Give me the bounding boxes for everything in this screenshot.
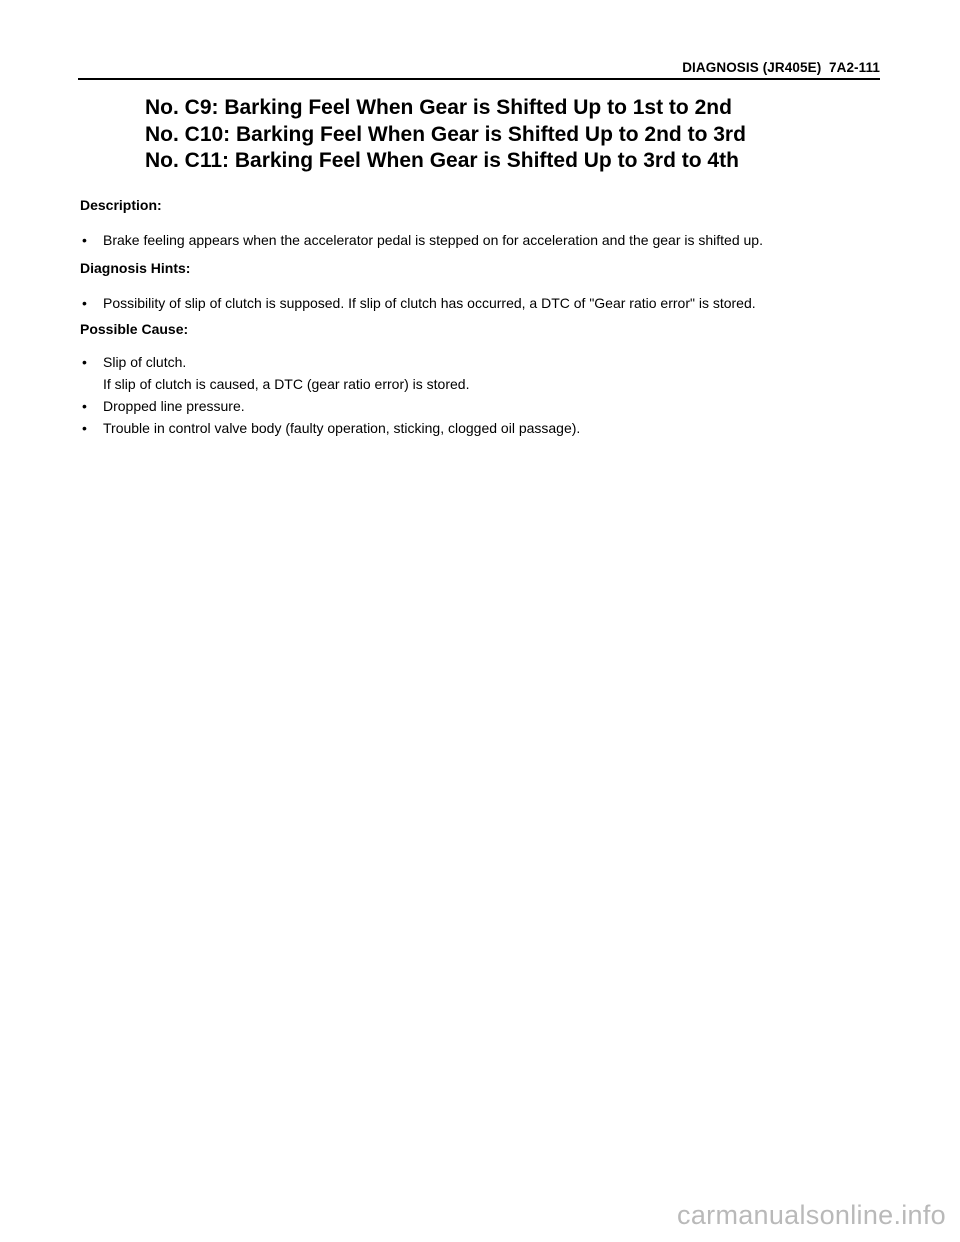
bullet-icon: • [82,232,87,248]
possible-cause-section [80,320,580,439]
page-title-c9: No. C9: Barking Feel When Gear is Shifted Up to 1st to 2nd [145,96,732,119]
watermark: carmanualsonline.info [677,1200,946,1230]
diagnosis-hints-list [80,292,756,314]
page-title-block [145,95,746,175]
cause-item-text: Trouble in control valve body (faulty operation, sticking, clogged oil passage). [103,420,581,436]
possible-cause-list [80,351,580,439]
description-item-text: Brake feeling appears when the accelerator pedal is stepped on for acceleration and the gear is shifted up. [103,232,763,248]
possible-cause-heading: Possible Cause: [80,321,189,337]
diagnosis-hints-section [80,259,756,314]
page-title-c10: No. C10: Barking Feel When Gear is Shifted Up to 2nd to 3rd [145,122,746,146]
bullet-icon: • [82,295,87,311]
header-title: DIAGNOSIS (JR405E) 7A2-111 [682,60,880,75]
list-item [80,417,580,439]
cause-item-detail: If slip of clutch is caused, a DTC (gear ratio error) is stored. [103,376,470,392]
list-item [80,395,580,417]
list-item [80,229,763,251]
list-item [80,351,580,395]
description-heading: Description: [80,197,162,213]
bullet-icon: • [82,420,87,436]
bullet-icon: • [82,354,87,370]
cause-item-text: Slip of clutch. [103,354,187,370]
page-header [78,58,880,80]
cause-item-text: Dropped line pressure. [103,398,245,414]
bullet-icon: • [82,398,87,414]
diagnosis-hints-heading: Diagnosis Hints: [80,260,191,276]
description-section [80,196,763,251]
description-list [80,229,763,251]
page-title-c11: No. C11: Barking Feel When Gear is Shifted Up to 3rd to 4th [145,149,739,172]
list-item [80,292,756,314]
diagnosis-hint-text: Possibility of slip of clutch is supposed. If slip of clutch has occurred, a DTC of "Gear ratio error" is stored. [103,295,756,311]
